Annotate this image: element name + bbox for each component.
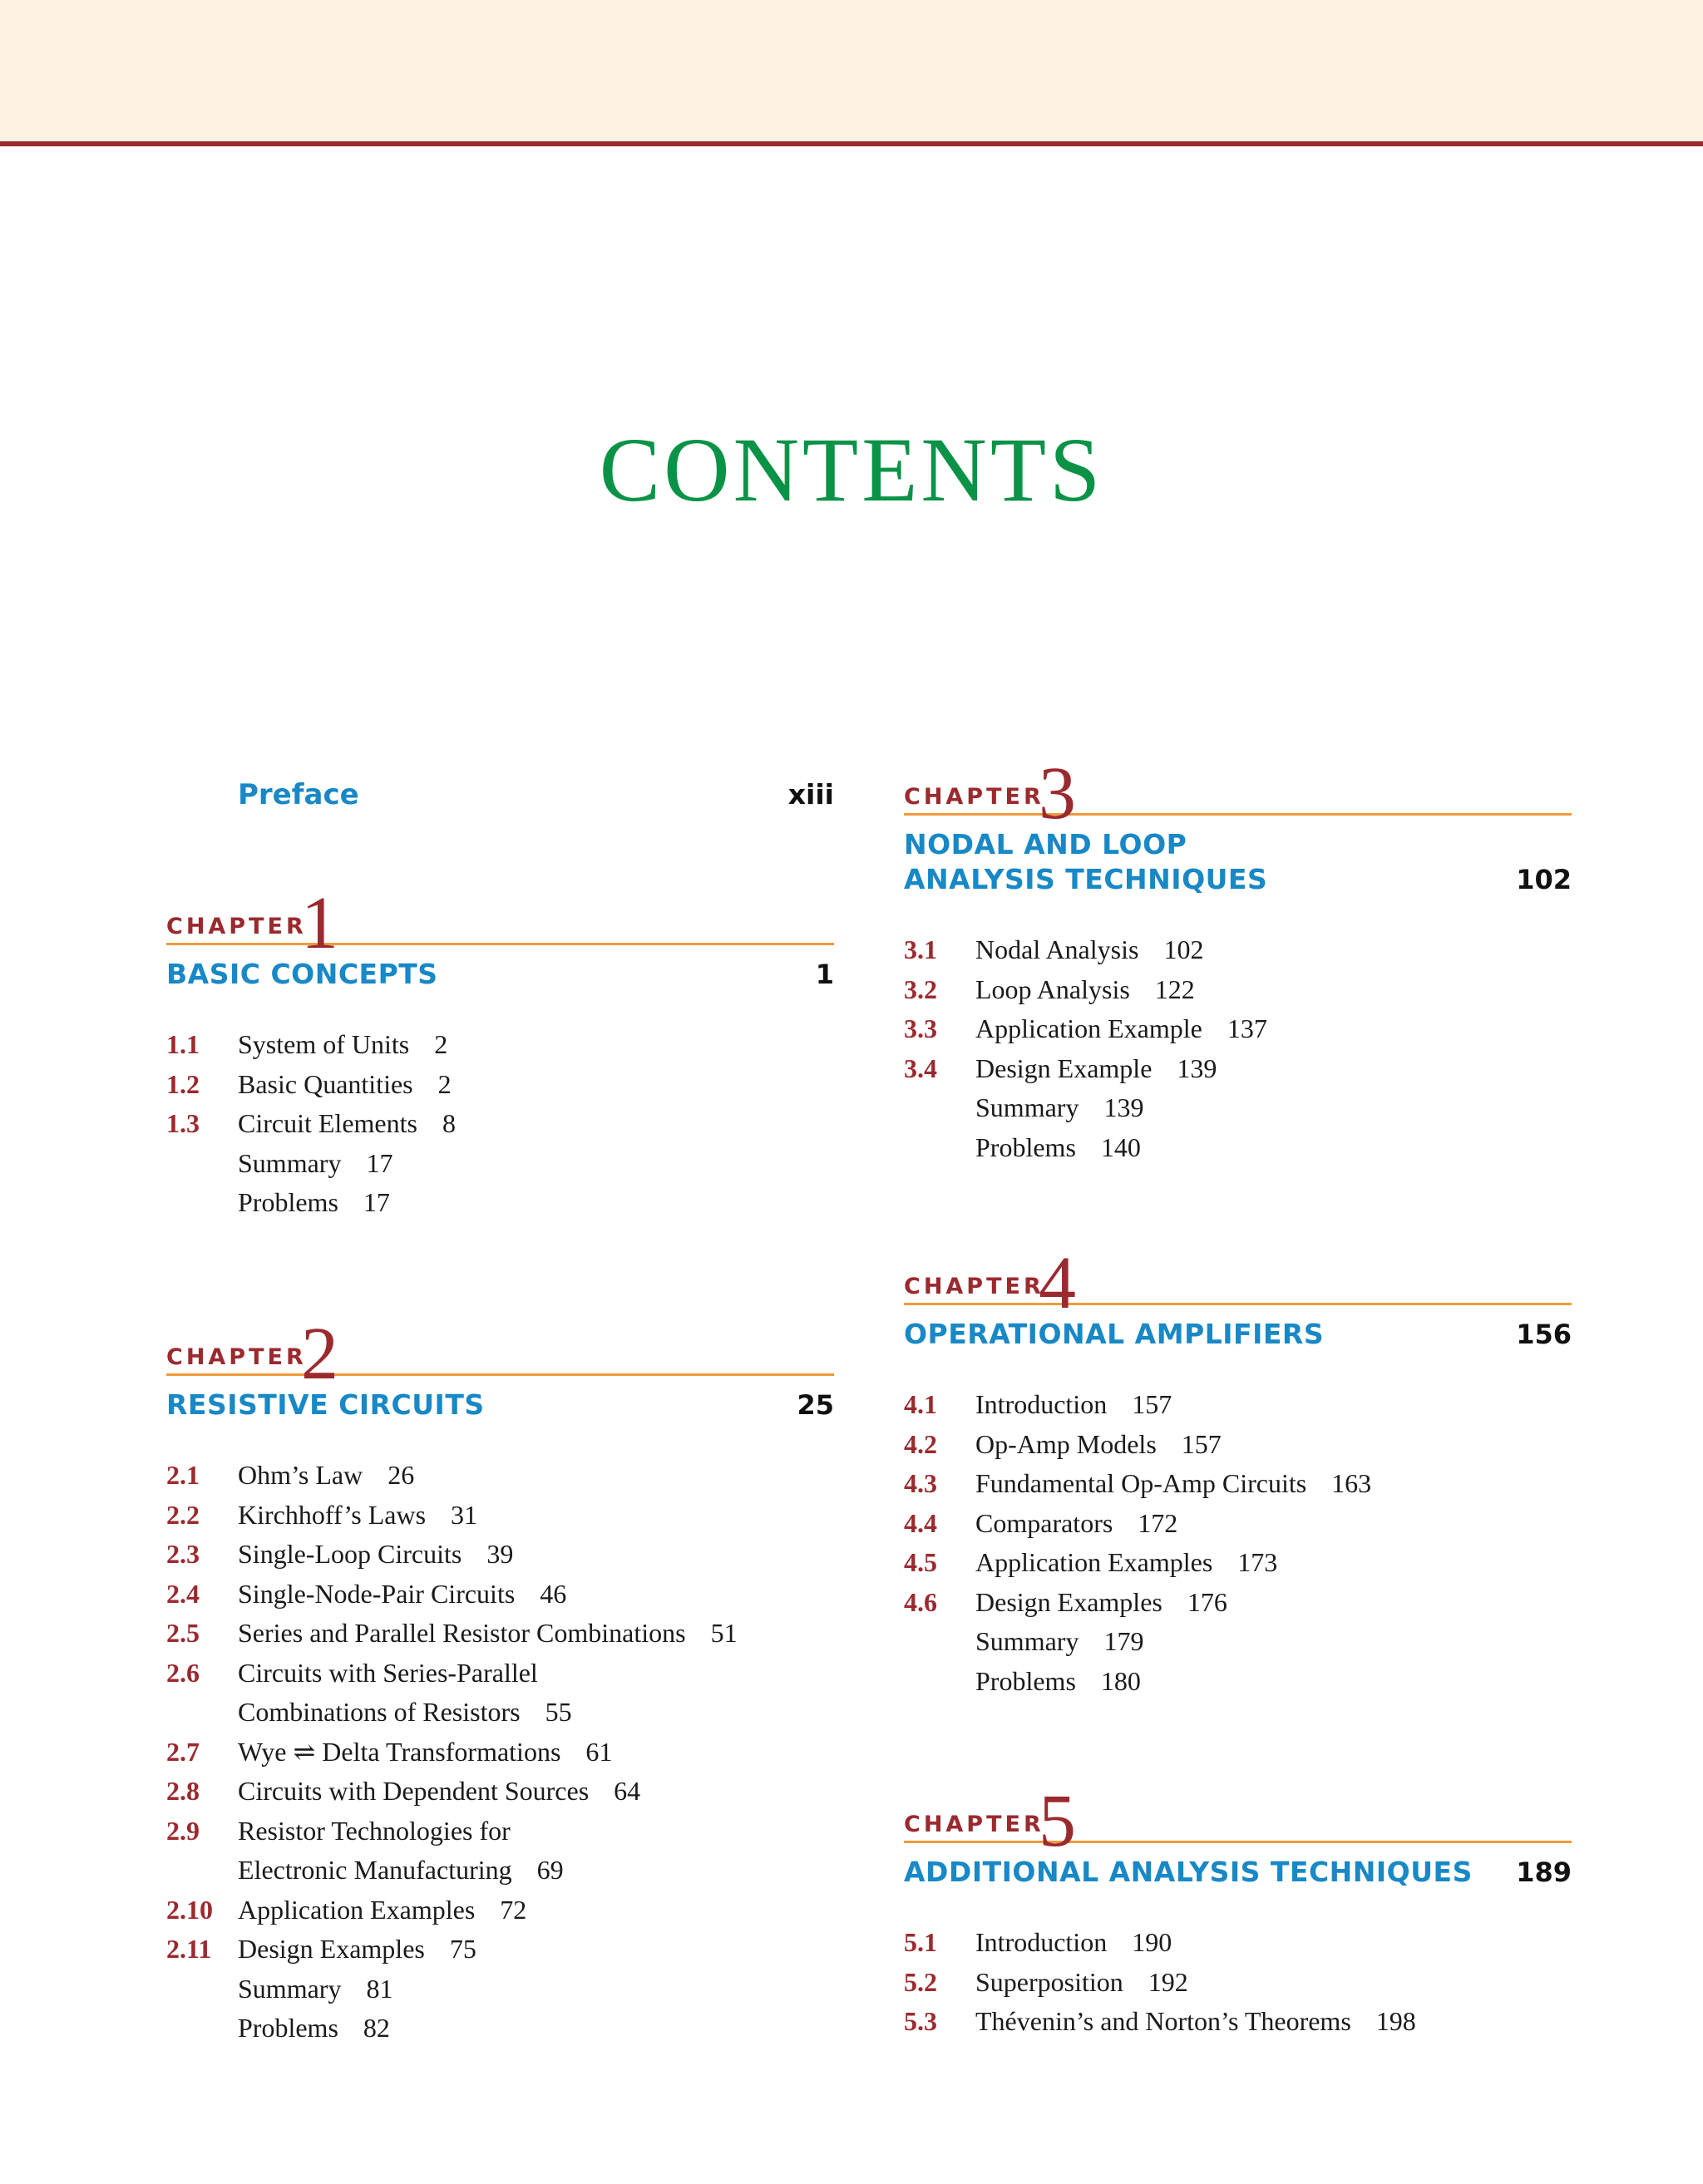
section-list (166, 1456, 834, 2048)
section-entry[interactable] (904, 1128, 1572, 1168)
section-number: 4.1 (904, 1389, 937, 1419)
section-title: Introduction (975, 1389, 1108, 1419)
section-entry[interactable] (166, 1614, 834, 1654)
chapter-5 (904, 1771, 1572, 2042)
section-entry[interactable] (904, 1425, 1572, 1465)
section-page-number: 157 (1132, 1389, 1172, 1419)
section-text (975, 1049, 1572, 1089)
chapter-title (904, 1317, 1572, 1352)
section-title-line (238, 1025, 834, 1065)
section-text (238, 1104, 834, 1144)
chapter-1 (166, 873, 834, 1223)
section-entry[interactable] (904, 1049, 1572, 1089)
section-page-number: 39 (486, 1539, 514, 1569)
section-page-number: 122 (1154, 974, 1195, 1004)
section-title-line (975, 1504, 1572, 1544)
section-title-line (238, 1496, 834, 1536)
section-number: 1.2 (166, 1068, 200, 1099)
chapter-title-row[interactable] (904, 827, 1572, 897)
chapter-header-rule (904, 1771, 1572, 1862)
section-number: 4.5 (904, 1547, 937, 1577)
section-title: Application Examples (975, 1547, 1213, 1577)
section-entry[interactable] (166, 1535, 834, 1575)
section-number: 2.11 (166, 1934, 212, 1964)
section-text (975, 1088, 1572, 1128)
section-entry[interactable] (166, 1496, 834, 1536)
chapter-title-row[interactable] (904, 1317, 1572, 1352)
section-title: Fundamental Op-Amp Circuits (975, 1468, 1307, 1498)
section-title-line (238, 1930, 834, 1970)
section-entry[interactable] (904, 1923, 1572, 1963)
section-title-line (975, 1923, 1572, 1963)
chapter-page-number: 189 (1516, 1856, 1572, 1888)
chapter-title-line: BASIC CONCEPTS (166, 958, 438, 990)
section-entry[interactable] (904, 1385, 1572, 1425)
section-text (975, 1009, 1572, 1049)
section-title-line (238, 1851, 834, 1891)
section-title: Series and Parallel Resistor Combinations (238, 1618, 686, 1648)
section-entry[interactable] (904, 1464, 1572, 1504)
section-entry[interactable] (904, 1583, 1572, 1623)
section-entry[interactable] (166, 1575, 834, 1615)
section-page-number: 8 (442, 1108, 456, 1138)
section-title: Electronic Manufacturing (238, 1855, 512, 1885)
section-text (238, 1025, 834, 1065)
section-text (975, 1923, 1572, 1963)
section-page-number: 69 (536, 1855, 564, 1885)
section-title: Superposition (975, 1966, 1123, 1997)
section-entry[interactable] (904, 1088, 1572, 1128)
chapter-title-row[interactable] (904, 1855, 1572, 1890)
section-text (238, 1575, 834, 1615)
section-page-number: 192 (1148, 1966, 1188, 1997)
section-text (975, 1662, 1572, 1702)
section-list (166, 1025, 834, 1223)
section-entry[interactable] (166, 1812, 834, 1891)
preface-label: Preface (238, 778, 359, 811)
preface-entry[interactable] (166, 778, 834, 818)
chapter-header-rule (904, 743, 1572, 835)
section-title-line (975, 1128, 1572, 1168)
section-title: Op-Amp Models (975, 1428, 1157, 1459)
section-entry[interactable] (166, 1183, 834, 1223)
section-title-line (975, 970, 1572, 1010)
section-page-number: 102 (1163, 934, 1204, 964)
section-page-number: 180 (1100, 1665, 1141, 1696)
section-entry[interactable] (166, 2009, 834, 2048)
section-title-line (975, 1543, 1572, 1583)
section-title: Loop Analysis (975, 974, 1130, 1004)
section-page-number: 75 (449, 1934, 476, 1964)
section-number: 2.5 (166, 1618, 200, 1648)
section-title-line (975, 1963, 1572, 2003)
chapter-label: CHAPTER (904, 1274, 1044, 1299)
section-number: 2.9 (166, 1815, 200, 1846)
section-title-line (975, 1049, 1572, 1089)
section-title-line (975, 1385, 1572, 1425)
chapter-title-line: ADDITIONAL ANALYSIS TECHNIQUES (904, 1856, 1473, 1888)
section-number: 2.1 (166, 1460, 200, 1490)
chapter-title (904, 1855, 1572, 1890)
chapter-title-line: OPERATIONAL AMPLIFIERS (904, 1318, 1325, 1350)
section-page-number: 139 (1177, 1053, 1217, 1083)
chapter-number: 3 (1039, 752, 1076, 835)
section-title: Resistor Technologies for (238, 1815, 511, 1846)
section-page-number: 2 (434, 1029, 448, 1059)
section-text (975, 930, 1572, 970)
section-page-number: 82 (363, 2013, 390, 2043)
section-title: Summary (238, 1973, 342, 2004)
section-title: Circuits with Series-Parallel (238, 1657, 538, 1688)
section-number: 3.2 (904, 974, 937, 1004)
section-title-line (238, 1575, 834, 1615)
section-text (975, 1963, 1572, 2003)
section-title-line (238, 1456, 834, 1496)
section-text (975, 1128, 1572, 1168)
section-title: System of Units (238, 1029, 410, 1059)
chapter-number: 1 (301, 882, 338, 964)
section-page-number: 55 (545, 1697, 572, 1727)
section-entry[interactable] (904, 930, 1572, 970)
section-title: Application Examples (238, 1894, 476, 1925)
section-title: Design Example (975, 1053, 1153, 1083)
section-entry[interactable] (166, 1772, 834, 1812)
section-title: Problems (975, 1131, 1076, 1162)
section-title: Thévenin’s and Norton’s Theorems (975, 2006, 1351, 2036)
chapter-header-rule (166, 873, 834, 964)
section-title: Combinations of Resistors (238, 1697, 521, 1727)
section-page-number: 140 (1100, 1131, 1141, 1162)
section-text (238, 1654, 834, 1733)
section-number: 2.7 (166, 1736, 200, 1767)
section-text (238, 2009, 834, 2048)
section-text (238, 1970, 834, 2009)
chapter-page-number: 102 (1516, 864, 1572, 895)
section-title-line (975, 1464, 1572, 1504)
chapter-title-line: NODAL AND LOOP (904, 828, 1187, 860)
chapter-label: CHAPTER (166, 1344, 307, 1370)
section-title: Single-Loop Circuits (238, 1539, 462, 1569)
section-number: 5.1 (904, 1927, 937, 1957)
section-title-line (975, 1088, 1572, 1128)
section-title: Problems (975, 1665, 1076, 1696)
section-title: Circuit Elements (238, 1108, 417, 1138)
section-title-line (975, 1583, 1572, 1623)
chapter-number: 5 (1039, 1780, 1076, 1862)
page-title: CONTENTS (599, 419, 1104, 520)
section-entry[interactable] (166, 1654, 834, 1733)
section-title-line (238, 1772, 834, 1812)
section-title-line (975, 1622, 1572, 1662)
section-title: Application Example (975, 1013, 1202, 1043)
section-number: 5.2 (904, 1966, 937, 1997)
section-text (238, 1456, 834, 1496)
section-text (238, 1144, 834, 1184)
section-text (238, 1930, 834, 1970)
section-entry[interactable] (166, 1144, 834, 1184)
section-number: 2.6 (166, 1657, 200, 1688)
chapter-label: CHAPTER (166, 914, 307, 939)
chapter-number: 2 (301, 1313, 338, 1395)
section-title: Design Examples (975, 1586, 1162, 1617)
section-number: 5.3 (904, 2006, 937, 2036)
section-page-number: 163 (1331, 1468, 1372, 1498)
section-list (904, 1385, 1572, 1701)
section-number: 2.10 (166, 1894, 213, 1925)
section-entry[interactable] (166, 1930, 834, 1970)
section-title: Summary (238, 1147, 342, 1178)
chapter-title (166, 957, 834, 992)
section-title-line (975, 2002, 1572, 2042)
chapter-title (904, 827, 1572, 897)
section-title: Summary (975, 1626, 1079, 1656)
section-page-number: 2 (437, 1068, 452, 1099)
section-title-line (975, 1009, 1572, 1049)
section-page-number: 26 (387, 1460, 415, 1490)
section-text (238, 1065, 834, 1105)
section-title-line (975, 1662, 1572, 1702)
section-page-number: 173 (1237, 1547, 1278, 1577)
section-page-number: 176 (1187, 1586, 1227, 1617)
section-entry[interactable] (166, 1891, 834, 1930)
section-text (238, 1891, 834, 1930)
section-entry[interactable] (904, 1543, 1572, 1583)
chapter-title-row[interactable] (166, 957, 834, 992)
section-title-line (238, 1065, 834, 1105)
section-title: Kirchhoff’s Laws (238, 1499, 427, 1530)
chapter-title-line: RESISTIVE CIRCUITS (166, 1388, 485, 1421)
chapter-number: 4 (1039, 1242, 1076, 1324)
section-number: 2.3 (166, 1539, 200, 1569)
section-text (238, 1614, 834, 1654)
section-title-line (238, 1104, 834, 1144)
section-text (975, 1583, 1572, 1623)
section-title: Introduction (975, 1927, 1108, 1957)
chapter-3 (904, 743, 1572, 1167)
section-title: Nodal Analysis (975, 934, 1139, 964)
section-text (975, 1464, 1572, 1504)
chapter-4 (904, 1233, 1572, 1701)
section-text (975, 1622, 1572, 1662)
section-number: 4.4 (904, 1507, 937, 1538)
section-title-line (238, 1733, 834, 1772)
section-page-number: 64 (614, 1776, 641, 1806)
section-text (975, 1543, 1572, 1583)
section-number: 1.1 (166, 1029, 200, 1059)
section-title: Problems (238, 2013, 338, 2043)
section-list (904, 1923, 1572, 2042)
section-text (238, 1183, 834, 1223)
section-number: 3.4 (904, 1053, 937, 1083)
section-entry[interactable] (166, 1025, 834, 1065)
section-page-number: 81 (366, 1973, 393, 2004)
section-title-line (238, 1891, 834, 1930)
section-number: 2.8 (166, 1776, 200, 1806)
section-title-line (238, 2009, 834, 2048)
section-number: 4.6 (904, 1586, 937, 1617)
section-page-number: 17 (366, 1147, 393, 1178)
section-page-number: 137 (1227, 1013, 1267, 1043)
section-number: 2.2 (166, 1499, 200, 1530)
section-entry[interactable] (166, 1104, 834, 1144)
section-list (904, 930, 1572, 1167)
chapter-page-number: 1 (815, 959, 834, 990)
section-page-number: 157 (1181, 1428, 1222, 1459)
section-title: Basic Quantities (238, 1068, 413, 1099)
section-title: Wye ⇌ Delta Transformations (238, 1736, 561, 1767)
section-page-number: 31 (451, 1499, 478, 1530)
section-entry[interactable] (904, 2002, 1572, 2042)
section-number: 4.3 (904, 1468, 937, 1498)
chapter-title-line: ANALYSIS TECHNIQUES (904, 863, 1268, 895)
section-page-number: 139 (1103, 1092, 1144, 1122)
section-title-line (238, 1535, 834, 1575)
section-page-number: 72 (500, 1894, 527, 1925)
section-entry[interactable] (904, 1504, 1572, 1544)
section-title: Circuits with Dependent Sources (238, 1776, 590, 1806)
section-title: Ohm’s Law (238, 1460, 363, 1490)
section-title-line (238, 1970, 834, 2009)
section-page-number: 61 (585, 1736, 613, 1767)
section-text (238, 1812, 834, 1891)
section-page-number: 172 (1138, 1507, 1178, 1538)
section-text (975, 1425, 1572, 1465)
section-text (238, 1496, 834, 1536)
section-number: 1.3 (166, 1108, 200, 1138)
section-number: 2.4 (166, 1578, 200, 1609)
chapter-title-row[interactable] (166, 1388, 834, 1422)
chapter-page-number: 156 (1516, 1319, 1572, 1350)
section-text (975, 2002, 1572, 2042)
section-number: 3.3 (904, 1013, 937, 1043)
section-title-line (238, 1693, 834, 1733)
section-page-number: 17 (363, 1187, 390, 1217)
section-title: Design Examples (238, 1934, 425, 1964)
section-text (975, 1504, 1572, 1544)
section-page-number: 190 (1132, 1927, 1172, 1957)
preface-page-number: xiii (787, 778, 834, 811)
section-entry[interactable] (166, 1970, 834, 2009)
section-entry[interactable] (904, 1963, 1572, 2003)
section-entry[interactable] (904, 1009, 1572, 1049)
chapter-header-rule (166, 1304, 834, 1395)
chapter-title (166, 1388, 834, 1422)
section-title-line (975, 1425, 1572, 1465)
section-entry[interactable] (166, 1456, 834, 1496)
section-number: 4.2 (904, 1428, 937, 1459)
section-page-number: 51 (710, 1618, 738, 1648)
chapter-header-rule (904, 1233, 1572, 1324)
section-page-number: 198 (1375, 2006, 1416, 2036)
section-entry[interactable] (166, 1733, 834, 1772)
chapter-2 (166, 1304, 834, 2048)
section-title-line (238, 1812, 834, 1851)
section-entry[interactable] (904, 1662, 1572, 1702)
section-text (975, 1385, 1572, 1425)
section-text (238, 1535, 834, 1575)
section-title: Problems (238, 1187, 338, 1217)
section-entry[interactable] (166, 1065, 834, 1105)
section-title-line (975, 930, 1572, 970)
section-entry[interactable] (904, 970, 1572, 1010)
section-text (238, 1772, 834, 1812)
section-number: 3.1 (904, 934, 937, 964)
section-title: Summary (975, 1092, 1079, 1122)
section-title-line (238, 1654, 834, 1693)
chapter-page-number: 25 (797, 1389, 834, 1421)
section-title: Comparators (975, 1507, 1113, 1538)
chapter-label: CHAPTER (904, 1812, 1044, 1837)
section-page-number: 179 (1103, 1626, 1144, 1656)
section-page-number: 46 (540, 1578, 567, 1609)
top-header-band (0, 0, 1703, 146)
section-title-line (238, 1183, 834, 1223)
section-title-line (238, 1614, 834, 1654)
section-title: Single-Node-Pair Circuits (238, 1578, 516, 1609)
section-title-line (238, 1144, 834, 1184)
section-text (975, 970, 1572, 1010)
section-entry[interactable] (904, 1622, 1572, 1662)
chapter-label: CHAPTER (904, 784, 1044, 810)
section-text (238, 1733, 834, 1772)
